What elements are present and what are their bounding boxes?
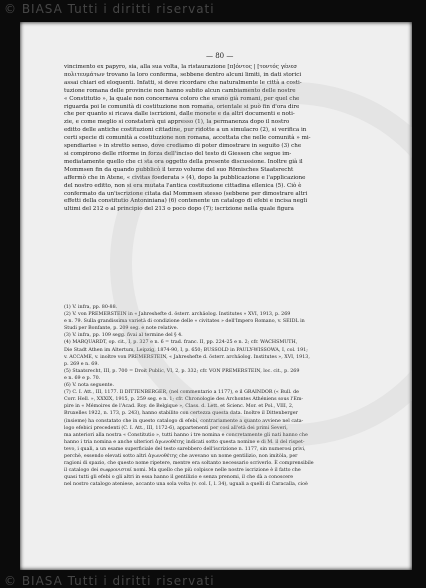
page-number: — 80 — xyxy=(206,52,234,60)
body-line: editto delle antiche costituzioni cittadine, pur ridotte a un simulacro (2), si verifica in xyxy=(64,127,307,134)
footnote-line: Studi per Bonfante, p. 209 seg. e note relative. xyxy=(64,326,179,332)
body-line: affermò che in Atene, « civitas foederata » (4), dopo la pubblicazione e l'applicazione xyxy=(64,174,306,181)
footnotes xyxy=(64,304,397,488)
footnote-line: e n. 79. Sulla grandissima varietà di condizione delle « civitates » dell'Impero Romano, v. SEIDL in xyxy=(64,319,305,325)
body-line: si compirono delle riforme in forza dell'inciso del testo di Giessen che segue im- xyxy=(64,150,292,157)
footnote-line: pire in « Mémoires de l'Acad. Roy. de Belgique », Class. d. Lett. et Scienc. Mor. et Pol., VIII, 2, xyxy=(64,404,294,410)
document-page xyxy=(20,22,412,570)
footnote-line: (7) C. I. Att., III, 1177. Il DITTENBERGER, (nel commentario a 1177), e il GRAINDOR (« Bull. de xyxy=(64,390,299,396)
footnote-line: tevo, i quali, a un esame superficiale del testo sarebbero dell'iscrizione n. 1177, sin numerosi privi, xyxy=(64,446,306,452)
body-line: confermato da un'iscrizione citata dal Mommsen stesso (sebbene per dimostrare altri xyxy=(64,190,308,197)
footnote-line: ma anteriori alla nostra « Constitutio », tutti hanno i tre nomina e concretamente gli nati hanno che xyxy=(64,432,308,438)
footnote-line: ragioni di spazio, che questo nome ripetere, mentre era soltanto necessario scriverlo. È comprensibile xyxy=(64,461,314,467)
body-line: zie, e come meglio si constaterà qui appresso (1), la permanenza dopo il nostro xyxy=(64,119,290,126)
footnote-line: (4) MARQUARDT, op. cit., I, p. 327 e n. 6 = trad. franc. II, pp. 224-25 e n. 2; cfr. WACHSMUTH, xyxy=(64,340,298,346)
body-line: πολιτευμάτων trovano la loro conferma, sebbene dentro alcuni limiti, in dati storici xyxy=(64,71,302,78)
footnote-line: hanno i tria nomina e anche ulteriori ἀγωνοθέτης indicati sotto questa nomine e di M. il del rispet- xyxy=(64,439,305,445)
watermark-bottom: © BIASA Tutti i diritti riservati xyxy=(4,574,215,588)
body-line: ultimi del 212 o al principio del 213 o poco dopo (7); iscrizione nella quale figura xyxy=(64,206,294,213)
footnote-line: v. ACCAME, v. inoltre von PREMERSTEIN, « Jahreshefte d. österr. archäolog. Institutes », XVI, 1913, xyxy=(64,354,310,360)
body-line: che per quanto si ricava dalle iscrizioni, dalle monete e da altri documenti e noti- xyxy=(64,111,295,118)
footnote-line: (1) V. infra, pp. 80-88. xyxy=(64,305,118,310)
body-line: vincimento ex papyro, sia, alla sua volta, la ristaurazione [π]όντος | [τοντός γένεσ xyxy=(64,64,298,70)
body-line: Mommsen fin da quando pubblicò il terzo volume del suo Römisches Staatsrecht xyxy=(64,166,294,173)
footnote-line: Die Stadt Athen im Altertum, Leipzig, 1874-90, I, p. 650; BUSSOLD in PAULY-WISSOWA, I, col. 191; xyxy=(64,347,308,353)
body-line: mediatamente quello che ci sta ora oggetto della presente discussione. Inoltre già il xyxy=(64,158,303,165)
footnote-line: e n. 69 e p. 70. xyxy=(64,375,101,381)
body-text xyxy=(64,64,397,214)
footnote-line: logo efebici precedenti (C. I. Att., III, 1172-6), appartenenti per così all'età dei primi Severi, xyxy=(64,425,288,431)
body-line: certi specie di comunità a costituzione non romana, accettata che nelle comunità » mi- xyxy=(64,135,311,142)
footnote-line: (2) V. von PREMERSTEIN in « Jahreshefte d. österr. archäolog. Institutes » XVI, 1913, p. 269 xyxy=(64,312,291,318)
body-line: riguarda poi le comunità di costituzione non romana, orientale si può fin d'ora dire xyxy=(64,103,300,110)
footnote-line: (insieme) ha constatato che in questo catalogo di efebi, contrariamente a quanto avviene nel cata- xyxy=(64,418,304,424)
body-line: spendiarise » in stretto senso, dove crediamo di poter dimostrare in seguito (3) che xyxy=(64,143,302,150)
footnote-line: p. 269 e n. 69. xyxy=(64,361,99,367)
body-line: « Constitutio », la quale non concerneva coloro che erano già romani, per quel che xyxy=(64,95,300,102)
footnote-line: (3) V. infra, pp. 109 segg. ñvai al termine del § 4. xyxy=(64,333,183,339)
footnote-line: perchè, essendo elevati sotto altri ἀγωνοθέτης che avevano un nome gentilizio, non imitòla, per xyxy=(64,453,298,459)
footnote-line: Corr. Hell. », XXXIX, 1915, p. 259 seg. e n. 1; cfr. Chronologie des Archontes Athéniens sous l'Em- xyxy=(64,397,304,403)
footnote-line: il catalogo dei σωφρονισταί nomi. Ma quello che più colpisce nelle nostre iscrizione è il fatto che xyxy=(64,468,301,474)
footnote-line: (6) V. nota seguente. xyxy=(64,383,114,389)
body-line: del nostro editto, non si era mutata l'antica costituzione cittadina ellenica (5). Ciò è xyxy=(64,182,302,189)
body-line: effetti della constitutio Antoniniana) (6) contenente un catalogo di efebi e incisa negli xyxy=(64,198,308,205)
watermark-top: © BIASA Tutti i diritti riservati xyxy=(4,2,215,16)
footnote-line: quasi tutti gli efebi o gli altri in essa hanno il gentilizio e senza prenomi, il che dà a conoscere xyxy=(64,475,294,481)
footnote-line: Bruxelles 1922, n. 173, p. 243), hanno stabilito con certezza questa data. Inoltre il Dittenberger xyxy=(64,411,298,417)
body-line: assai chiari ed eloquenti. Infatti, si deve ricordare che naturalmente le città a costi- xyxy=(64,79,302,86)
footnote-line: nel nostro catalogo ateniese, accanto una sola volta (v. col. I, l. 34), uguali a quelli di Caracalla, cioè xyxy=(64,482,308,488)
footnote-line: (5) Staatsrecht, III, p. 700 = Droit Public, VI, 2, p. 332; cfr. VON PREMERSTEIN, loc. cit., p. 269 xyxy=(64,368,300,374)
body-line: tuzione romana delle provincie non hanno subito alcun cambiamento delle nostre xyxy=(64,87,296,94)
